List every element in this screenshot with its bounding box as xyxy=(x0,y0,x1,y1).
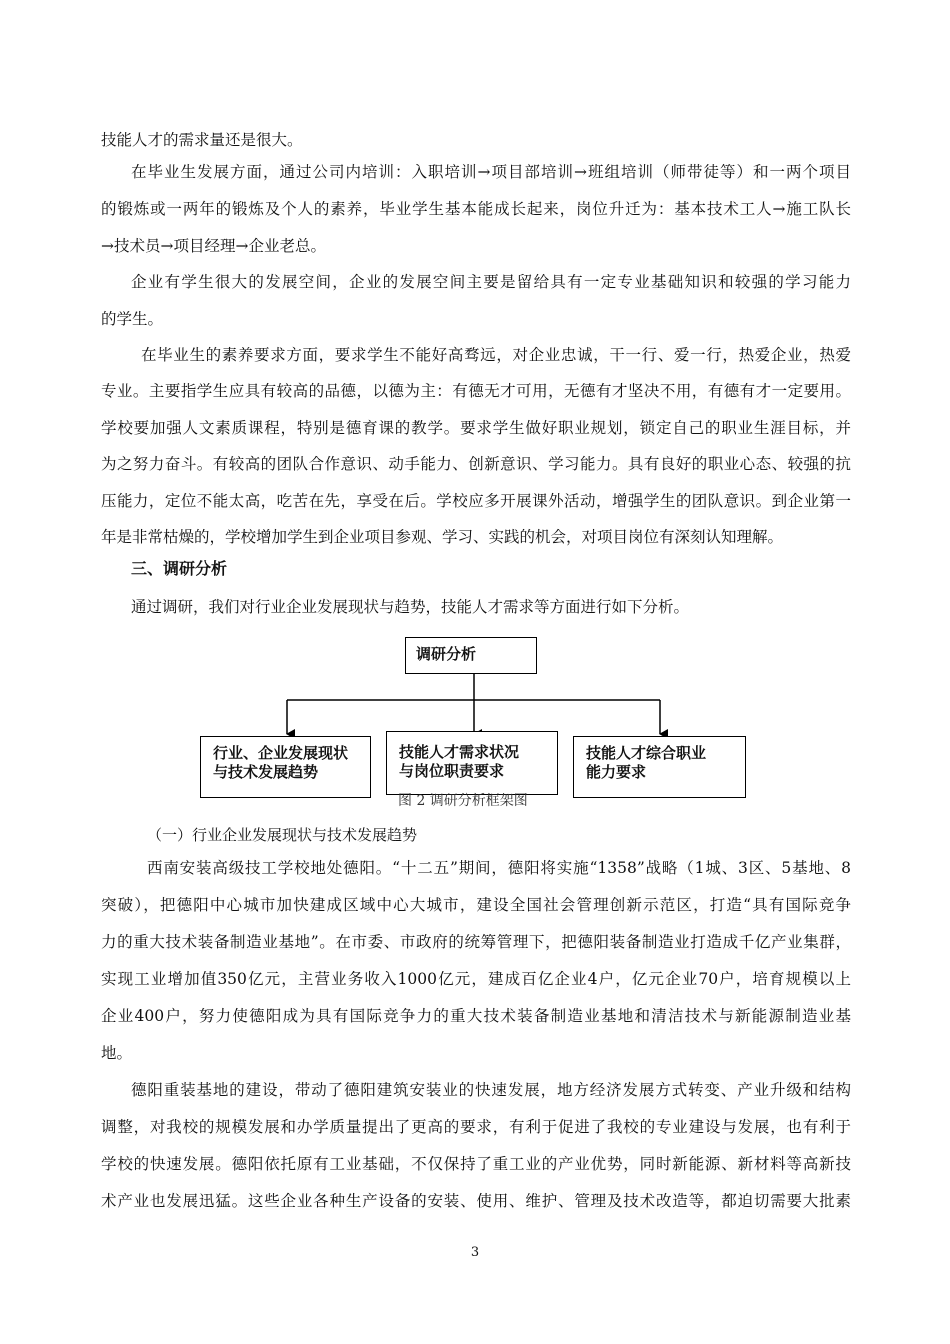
text-line: 在毕业生的素养要求方面，要求学生不能好高骛远，对企业忠诚，干一行、爱一行，热爱企业，热爱 xyxy=(141,346,851,364)
text-line: 的学生。 xyxy=(101,310,164,328)
child-box-label: 技能人才需求状况 xyxy=(399,743,520,761)
section-heading: 三、调研分析 xyxy=(131,559,228,578)
subsection-heading: （一）行业企业发展现状与技术发展趋势 xyxy=(147,826,418,844)
child-box-label: 技能人才综合职业 xyxy=(586,744,707,762)
figure-caption: 图 2 调研分析框架图 xyxy=(398,793,528,809)
text-line: 年是非常枯燥的，学校增加学生到企业项目参观、学习、实践的机会，对项目岗位有深刻认知理解。 xyxy=(101,528,784,546)
text-line: 西南安装高级技工学校地处德阳。“十二五”期间，德阳将实施“1358”战略（1城、3区、5基地、8 xyxy=(147,859,851,877)
page-number: 3 xyxy=(470,1245,480,1260)
text-line: 企业400户，努力使德阳成为具有国际竞争力的重大技术装备制造业基地和清洁技术与新能源制造业基 xyxy=(101,1007,851,1025)
child-box-label: 与技术发展趋势 xyxy=(213,763,319,781)
child-box-industry xyxy=(200,736,371,798)
text-line: 的锻炼或一两年的锻炼及个人的素养，毕业学生基本能成长起来，岗位升迁为：基本技术工人→施工队长 xyxy=(101,200,851,218)
child-box-competency xyxy=(573,736,746,798)
text-line: 通过调研，我们对行业企业发展现状与趋势，技能人才需求等方面进行如下分析。 xyxy=(131,598,690,616)
text-line: 突破），把德阳中心城市加快建成区域中心大城市，建设全国社会管理创新示范区，打造“具有国际竞争 xyxy=(101,896,851,914)
text-line: 压能力，定位不能太高，吃苦在先，享受在后。学校应多开展课外活动，增强学生的团队意识。到企业第一 xyxy=(101,492,851,510)
child-box-talent-demand xyxy=(386,731,558,795)
text-line: 专业。主要指学生应具有较高的品德，以德为主：有德无才可用，无德有才坚决不用，有德有才一定要用。 xyxy=(101,382,851,400)
text-line: 学校要加强人文素质课程，特别是德育课的教学。要求学生做好职业规划，锁定自己的职业生涯目标，并 xyxy=(101,419,851,437)
text-line: 技能人才的需求量还是很大。 xyxy=(101,131,303,149)
child-box-label: 能力要求 xyxy=(586,763,647,781)
text-line: 力的重大技术装备制造业基地”。在市委、市政府的统筹管理下，把德阳装备制造业打造成千亿产业集群， xyxy=(101,933,851,951)
child-box-label: 与岗位职责要求 xyxy=(399,762,505,780)
text-line: →技术员→项目经理→企业老总。 xyxy=(101,237,326,255)
text-line: 在毕业生发展方面，通过公司内培训：入职培训→项目部培训→班组培训（师带徒等）和一两个项目 xyxy=(131,163,851,181)
text-line: 企业有学生很大的发展空间，企业的发展空间主要是留给具有一定专业基础知识和较强的学习能力 xyxy=(131,273,851,291)
text-line: 实现工业增加值350亿元，主营业务收入1000亿元，建成百亿企业4户，亿元企业70户，培育规模以上 xyxy=(101,970,851,988)
text-line: 术产业也发展迅猛。这些企业各种生产设备的安装、使用、维护、管理及技术改造等，都迫切需要大批素 xyxy=(101,1192,851,1210)
root-box xyxy=(405,637,537,674)
text-line: 为之努力奋斗。有较高的团队合作意识、动手能力、创新意识、学习能力。具有良好的职业心态、较强的抗 xyxy=(101,455,851,473)
text-line: 学校的快速发展。德阳依托原有工业基础，不仅保持了重工业的产业优势，同时新能源、新材料等高新技 xyxy=(101,1155,851,1173)
text-line: 地。 xyxy=(101,1044,133,1062)
text-line: 德阳重装基地的建设，带动了德阳建筑安装业的快速发展，地方经济发展方式转变、产业升级和结构 xyxy=(131,1081,851,1099)
root-box-label: 调研分析 xyxy=(416,645,477,663)
text-line: 调整，对我校的规模发展和办学质量提出了更高的要求，有利于促进了我校的专业建设与发展，也有利于 xyxy=(101,1118,851,1136)
child-box-label: 行业、企业发展现状 xyxy=(213,744,349,762)
